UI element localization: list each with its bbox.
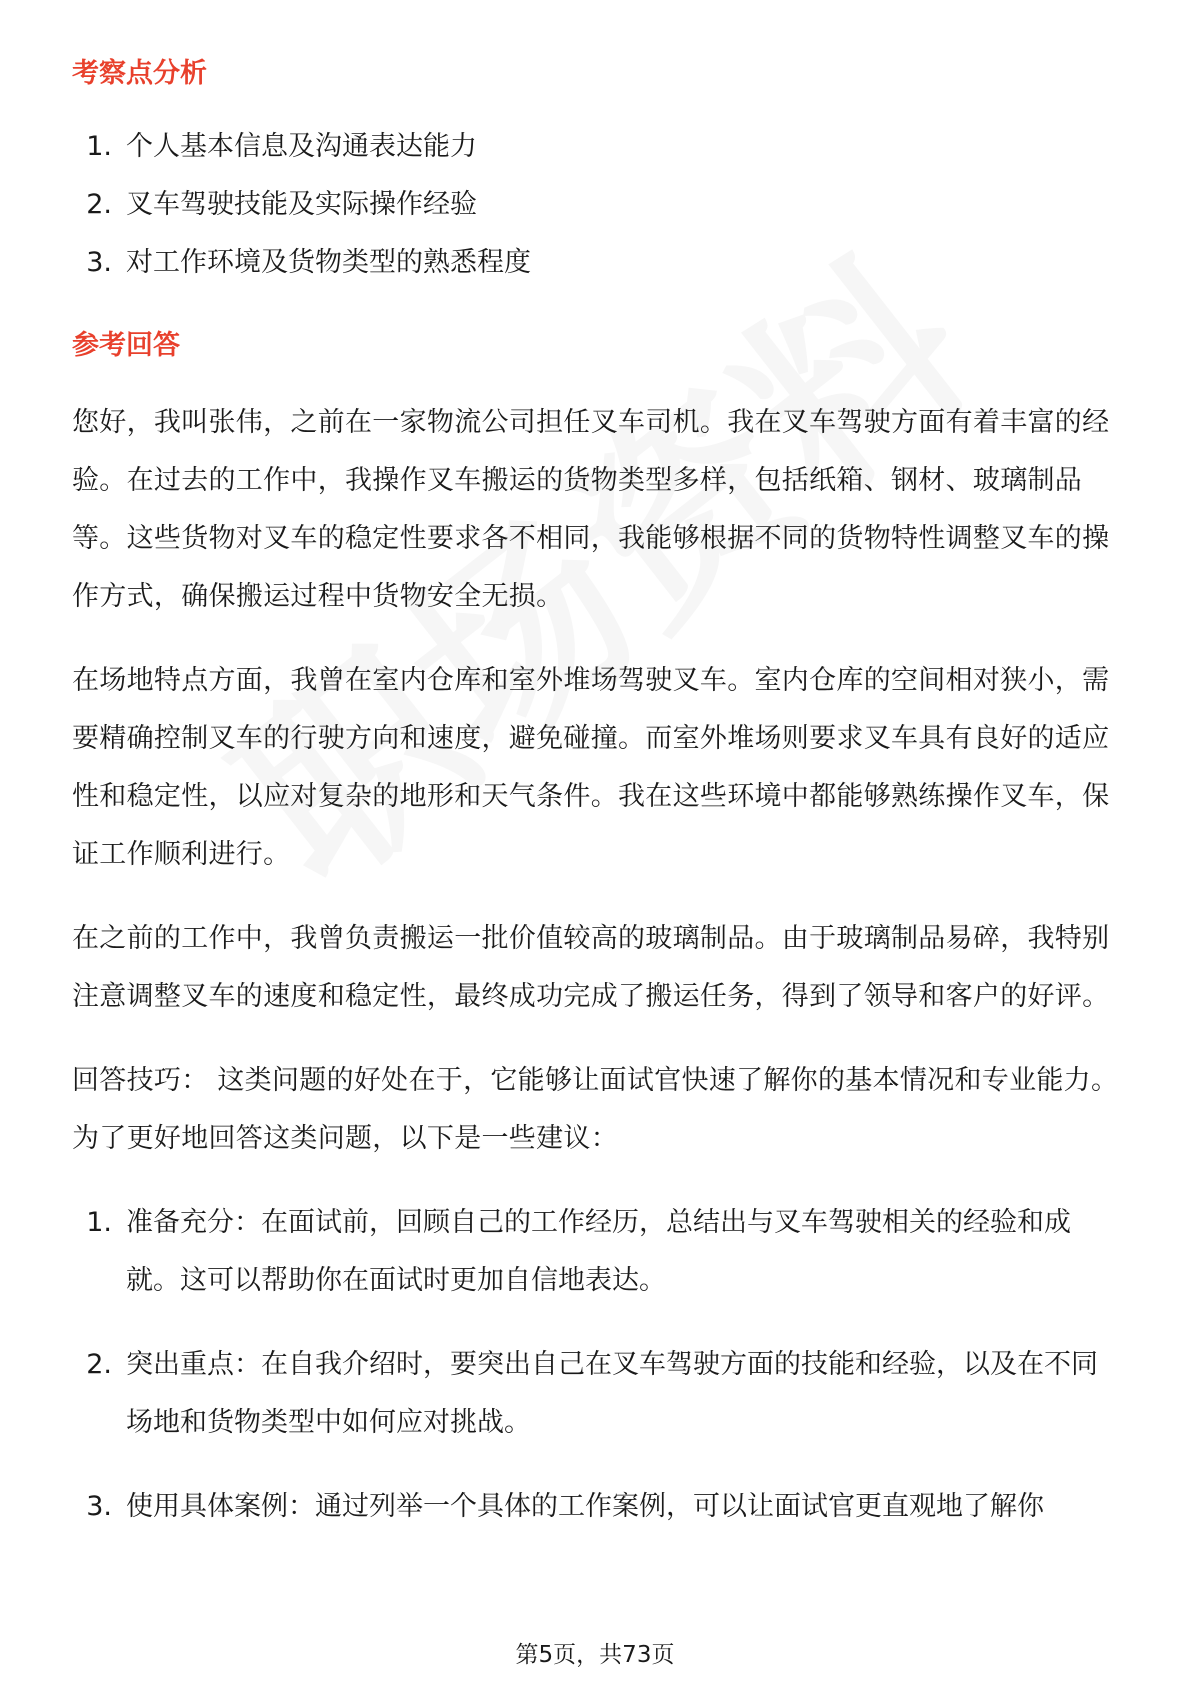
list-number: 1. — [86, 1207, 112, 1238]
list-text: 突出重点：在自我介绍时，要突出自己在叉车驾驶方面的技能和经验，以及在不同场地和货物类型中如何应对挑战。 — [126, 1349, 1098, 1438]
list-number: 2. — [86, 189, 112, 220]
answer-tips-intro: 回答技巧： 这类问题的好处在于，它能够让面试官快速了解你的基本情况和专业能力。为了更好地回答这类问题，以下是一些建议： — [72, 1065, 1119, 1154]
answer-paragraph: 在场地特点方面，我曾在室内仓库和室外堆场驾驶叉车。室内仓库的空间相对狭小，需要精确控制叉车的行驶方向和速度，避免碰撞。而室外堆场则要求叉车具有良好的适应性和稳定性，以应对复杂的地形和天气条件。我在这些环境中都能够熟练操作叉车，保证工作顺利进行。 — [72, 665, 1110, 870]
list-number: 3. — [86, 247, 112, 278]
section-title-answer: 参考回答 — [72, 330, 180, 361]
tips-list — [72, 1194, 1122, 1536]
list-number: 3. — [86, 1491, 112, 1522]
answer-paragraph: 您好，我叫张伟，之前在一家物流公司担任叉车司机。我在叉车驾驶方面有着丰富的经验。在过去的工作中，我操作叉车搬运的货物类型多样，包括纸箱、钢材、玻璃制品等。这些货物对叉车的稳定性要求各不相同，我能够根据不同的货物特性调整叉车的操作方式，确保搬运过程中货物安全无损。 — [72, 407, 1110, 612]
page-footer: 第5页，共73页 — [515, 1642, 675, 1668]
list-item — [72, 1478, 1122, 1536]
list-item — [72, 176, 1122, 234]
list-item — [72, 1336, 1122, 1452]
section-title-analysis: 考察点分析 — [72, 58, 207, 89]
list-item — [72, 1194, 1122, 1310]
list-text: 对工作环境及货物类型的熟悉程度 — [126, 247, 531, 278]
list-text: 准备充分：在面试前，回顾自己的工作经历，总结出与叉车驾驶相关的经验和成就。这可以帮助你在面试时更加自信地表达。 — [126, 1207, 1071, 1296]
list-number: 1. — [86, 131, 112, 162]
analysis-list — [72, 118, 1122, 292]
answer-paragraph: 在之前的工作中，我曾负责搬运一批价值较高的玻璃制品。由于玻璃制品易碎，我特别注意调整叉车的速度和稳定性，最终成功完成了搬运任务，得到了领导和客户的好评。 — [72, 923, 1110, 1012]
list-number: 2. — [86, 1349, 112, 1380]
list-item — [72, 118, 1122, 176]
document-page — [72, 50, 1122, 1562]
list-item — [72, 234, 1122, 292]
list-text: 叉车驾驶技能及实际操作经验 — [126, 189, 477, 220]
list-text: 使用具体案例：通过列举一个具体的工作案例，可以让面试官更直观地了解你 — [126, 1491, 1044, 1522]
list-text: 个人基本信息及沟通表达能力 — [126, 131, 477, 162]
